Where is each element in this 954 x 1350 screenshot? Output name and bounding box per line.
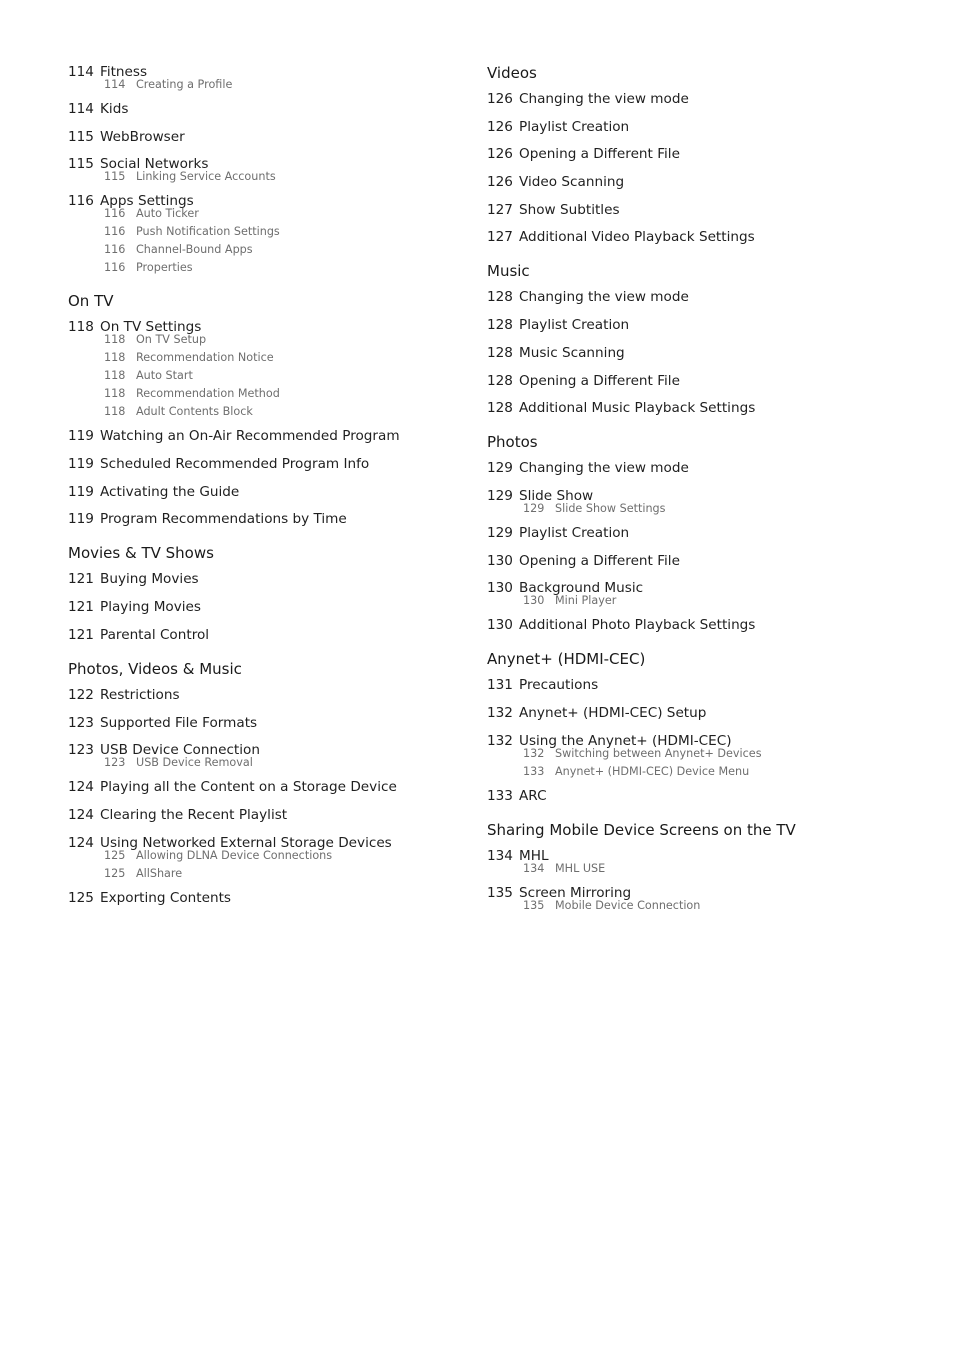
toc-subentry-usb-device-removal[interactable]: [104, 754, 468, 772]
subentry-title: MHL USE: [555, 861, 606, 875]
entry-title: Screen Mirroring: [519, 884, 632, 901]
page-number: 114: [104, 78, 126, 91]
page-number: 134: [487, 847, 513, 864]
page-number: 133: [523, 764, 545, 778]
subentry-title: Creating a Profile: [136, 78, 233, 91]
page-number: 132: [487, 732, 513, 749]
entry-title: Kids: [100, 101, 129, 117]
entry-title: Apps Settings: [100, 193, 194, 210]
entry-title: Program Recommendations by Time: [100, 511, 347, 528]
section-heading-videos: Videos: [487, 64, 537, 82]
section-heading-music: Music: [487, 262, 530, 281]
toc-entry-scheduled-recommended-program-info[interactable]: [68, 454, 468, 474]
page-number: 126: [487, 146, 513, 163]
entry-title: Video Scanning: [519, 174, 625, 191]
page-number: 119: [68, 483, 94, 500]
toc-entry-clearing-the-recent-playlist[interactable]: [68, 805, 468, 825]
entry-title: Social Networks: [100, 156, 209, 173]
toc-entry-additional-music-playback-settings[interactable]: [487, 398, 927, 418]
toc-entry-webbrowser[interactable]: [68, 127, 468, 147]
toc-subentry-properties[interactable]: [104, 259, 468, 277]
toc-entry-arc[interactable]: [487, 786, 927, 806]
entry-title: Opening a Different File: [519, 146, 680, 163]
subentry-title: Switching between Anynet+ Devices: [555, 746, 762, 760]
toc-subentry-on-tv-setup[interactable]: [104, 331, 468, 349]
toc-entry-watching-an-on-air-recommended-program[interactable]: [68, 426, 468, 446]
toc-entry-changing-the-view-mode[interactable]: [487, 287, 927, 307]
page-number: 133: [487, 787, 513, 804]
toc-subentry-linking-service-accounts[interactable]: [104, 168, 468, 186]
entry-title: Playing all the Content on a Storage Device: [100, 779, 397, 796]
sub-entry-list: [487, 860, 927, 878]
toc-subentry-push-notification-settings[interactable]: [104, 223, 468, 241]
entry-title: Playlist Creation: [519, 118, 630, 135]
toc-entry-anynet-hdmi-cec-setup[interactable]: [487, 703, 927, 723]
toc-subentry-anynet-hdmi-cec-device-menu[interactable]: [523, 763, 927, 781]
toc-subentry-auto-start[interactable]: [104, 367, 468, 385]
entry-title: Changing the view mode: [519, 91, 689, 107]
toc-entry-supported-file-formats[interactable]: [68, 713, 468, 733]
page-number: 118: [104, 333, 126, 347]
toc-subentry-recommendation-method[interactable]: [104, 385, 468, 403]
entry-title: Parental Control: [100, 626, 210, 643]
page-number: 118: [104, 387, 126, 401]
page-number: 130: [487, 617, 513, 634]
entry-title: Opening a Different File: [519, 372, 680, 389]
page-number: 124: [68, 806, 94, 823]
toc-subentry-auto-ticker[interactable]: [104, 205, 468, 223]
section-heading-sharing-mobile-device-screens-on-the-tv: Sharing Mobile Device Screens on the TV: [487, 820, 796, 839]
page-number: 129: [487, 460, 513, 477]
entry-title: Music Scanning: [519, 344, 625, 361]
entry-title: Scheduled Recommended Program Info: [100, 456, 370, 473]
page-number: 116: [104, 207, 126, 221]
entry-title: Additional Photo Playback Settings: [519, 617, 756, 634]
entry-title: Background Music: [519, 580, 644, 597]
toc-subentry-allshare[interactable]: [104, 865, 468, 883]
toc-entry-additional-photo-playback-settings[interactable]: [487, 615, 927, 635]
section-heading-photos: Photos: [487, 433, 538, 452]
page-number: 127: [487, 229, 513, 246]
page-number: 114: [68, 101, 94, 117]
page-number: 128: [487, 289, 513, 306]
entry-title: ARC: [519, 787, 547, 804]
page-number: 114: [68, 64, 94, 80]
toc-entry-show-subtitles[interactable]: [487, 200, 927, 220]
page-number: 129: [487, 524, 513, 541]
entry-title: Additional Video Playback Settings: [519, 229, 755, 246]
toc-entry-precautions[interactable]: [487, 675, 927, 695]
subentry-title: AllShare: [136, 866, 183, 880]
page-number: 127: [487, 201, 513, 218]
page-number: 131: [487, 677, 513, 694]
page-number: 128: [487, 372, 513, 389]
toc-entry-opening-a-different-file[interactable]: [487, 144, 927, 164]
entry-title: USB Device Connection: [100, 742, 260, 759]
page-number: 123: [104, 756, 126, 770]
page-number: 132: [523, 746, 545, 760]
subentry-title: Linking Service Accounts: [136, 170, 276, 184]
toc-entry-exporting-contents[interactable]: [68, 888, 468, 908]
toc-subentry-slide-show-settings[interactable]: [523, 500, 927, 518]
entry-title: Precautions: [519, 677, 599, 694]
toc-entry-video-scanning[interactable]: [487, 172, 927, 192]
entry-title: WebBrowser: [100, 128, 185, 145]
subentry-title: Mini Player: [555, 594, 617, 608]
entry-title: Changing the view mode: [519, 289, 689, 306]
toc-subentry-recommendation-notice[interactable]: [104, 349, 468, 367]
entry-title: Fitness: [100, 64, 148, 80]
toc-entry-playlist-creation[interactable]: [487, 117, 927, 137]
page-number: 119: [68, 456, 94, 473]
sub-entry-list: [487, 500, 927, 518]
entry-title: Changing the view mode: [519, 460, 689, 477]
sub-entry-list: [68, 168, 468, 186]
page-number: 128: [487, 400, 513, 417]
page-number: 115: [68, 156, 94, 173]
sub-entry-list: [68, 331, 468, 421]
page-number: 118: [104, 405, 126, 419]
toc-subentry-switching-between-anynet-devices[interactable]: [523, 745, 927, 763]
toc-entry-opening-a-different-file[interactable]: [487, 551, 927, 571]
toc-subentry-mhl-use[interactable]: [523, 860, 927, 878]
entry-title: Anynet+ (HDMI-CEC) Setup: [519, 704, 707, 721]
entry-title: Supported File Formats: [100, 714, 258, 731]
page-number: 126: [487, 118, 513, 135]
subentry-title: Recommendation Method: [136, 387, 280, 401]
page-number: 135: [523, 898, 545, 912]
page-number: 116: [104, 261, 126, 275]
toc-entry-kids[interactable]: [68, 99, 468, 119]
toc-entry-restrictions[interactable]: [68, 685, 468, 705]
subentry-title: Allowing DLNA Device Connections: [136, 848, 333, 862]
page-number: 116: [104, 243, 126, 257]
entry-title: Exporting Contents: [100, 889, 231, 906]
entry-title: On TV Settings: [100, 319, 202, 336]
page-number: 118: [104, 351, 126, 365]
page-number: 116: [104, 225, 126, 239]
entry-title: Opening a Different File: [519, 552, 680, 569]
page-number: 119: [68, 511, 94, 528]
subentry-title: Recommendation Notice: [136, 351, 274, 365]
toc-entry-music-scanning[interactable]: [487, 343, 927, 363]
toc-entry-activating-the-guide[interactable]: [68, 482, 468, 502]
subentry-title: Mobile Device Connection: [555, 898, 701, 912]
subentry-title: Anynet+ (HDMI-CEC) Device Menu: [555, 764, 750, 778]
entry-title: Activating the Guide: [100, 483, 240, 500]
entry-title: Playlist Creation: [519, 317, 630, 334]
sub-entry-list: [68, 847, 468, 883]
subentry-title: Channel-Bound Apps: [136, 243, 253, 257]
section-heading-movies-tv-shows: Movies & TV Shows: [68, 544, 214, 563]
page-number: 124: [68, 834, 94, 851]
entry-title: MHL: [519, 847, 549, 864]
page-number: 129: [523, 501, 545, 515]
page-number: 115: [104, 170, 126, 184]
page-number: 135: [487, 884, 513, 901]
page-number: 122: [68, 686, 94, 703]
page-number: 125: [104, 848, 126, 862]
page-number: 125: [104, 866, 126, 880]
entry-title: Clearing the Recent Playlist: [100, 806, 288, 823]
toc-subentry-channel-bound-apps[interactable]: [104, 241, 468, 259]
entry-title: Show Subtitles: [519, 201, 620, 218]
page-number: 134: [523, 861, 545, 875]
subentry-title: Properties: [136, 261, 193, 275]
page-number: 130: [487, 552, 513, 569]
page-number: 118: [104, 369, 126, 383]
page-number: 121: [68, 599, 94, 616]
toc-left-column: [68, 62, 468, 915]
toc-subentry-adult-contents-block[interactable]: [104, 403, 468, 421]
page-number: 123: [68, 714, 94, 731]
page-number: 119: [68, 428, 94, 445]
entry-title: Using the Anynet+ (HDMI-CEC): [519, 732, 732, 749]
entry-title: Additional Music Playback Settings: [519, 400, 756, 417]
page-number: 130: [487, 580, 513, 597]
page-number: 121: [68, 571, 94, 588]
sub-entry-list: [68, 754, 468, 772]
toc-right-column: [487, 62, 927, 920]
section-heading-photos-videos-music: Photos, Videos & Music: [68, 659, 242, 678]
sub-entry-list: [487, 592, 927, 610]
page-number: 126: [487, 91, 513, 107]
toc-subentry-creating-a-profile[interactable]: [104, 76, 468, 94]
toc-subentry-mini-player[interactable]: [523, 592, 927, 610]
toc-entry-changing-the-view-mode[interactable]: [487, 89, 927, 109]
toc-entry-playlist-creation[interactable]: [487, 523, 927, 543]
toc-entry-playlist-creation[interactable]: [487, 315, 927, 335]
toc-entry-parental-control[interactable]: [68, 625, 468, 645]
page-number: 125: [68, 889, 94, 906]
subentry-title: Auto Ticker: [136, 207, 199, 221]
toc-subentry-allowing-dlna-device-connections[interactable]: [104, 847, 468, 865]
toc-entry-opening-a-different-file[interactable]: [487, 371, 927, 391]
page-number: 126: [487, 174, 513, 191]
sub-entry-list: [487, 897, 927, 915]
page-number: 130: [523, 594, 545, 608]
toc-entry-buying-movies[interactable]: [68, 569, 468, 589]
page-number: 118: [68, 319, 94, 336]
page-number: 116: [68, 193, 94, 210]
subentry-title: Push Notification Settings: [136, 225, 280, 239]
entry-title: Slide Show: [519, 487, 594, 504]
entry-title: Playing Movies: [100, 599, 202, 616]
entry-title: Watching an On-Air Recommended Program: [100, 428, 400, 445]
entry-title: Using Networked External Storage Devices: [100, 834, 392, 851]
toc-entry-changing-the-view-mode[interactable]: [487, 458, 927, 478]
toc-entry-additional-video-playback-settings[interactable]: [487, 227, 927, 247]
page-number: 123: [68, 742, 94, 759]
page-number: 129: [487, 487, 513, 504]
subentry-title: Adult Contents Block: [136, 405, 253, 419]
toc-entry-playing-movies[interactable]: [68, 597, 468, 617]
section-heading-on-tv: On TV: [68, 292, 114, 311]
sub-entry-list: [487, 745, 927, 781]
section-heading-anynet-hdmi-cec: Anynet+ (HDMI-CEC): [487, 650, 646, 669]
subentry-title: Slide Show Settings: [555, 501, 666, 515]
sub-entry-list: [68, 76, 468, 94]
toc-entry-program-recommendations-by-time[interactable]: [68, 509, 468, 529]
page-number: 128: [487, 344, 513, 361]
subentry-title: USB Device Removal: [136, 756, 253, 770]
subentry-title: Auto Start: [136, 369, 193, 383]
page-number: 132: [487, 704, 513, 721]
sub-entry-list: [68, 205, 468, 277]
page-number: 128: [487, 317, 513, 334]
entry-title: Restrictions: [100, 686, 180, 703]
entry-title: Playlist Creation: [519, 524, 630, 541]
page-number: 115: [68, 128, 94, 145]
entry-title: Buying Movies: [100, 571, 199, 588]
toc-subentry-mobile-device-connection[interactable]: [523, 897, 927, 915]
page-number: 121: [68, 626, 94, 643]
subentry-title: On TV Setup: [136, 333, 207, 347]
toc-entry-playing-all-the-content-on-a-storage-device[interactable]: [68, 777, 468, 797]
page-number: 124: [68, 779, 94, 796]
